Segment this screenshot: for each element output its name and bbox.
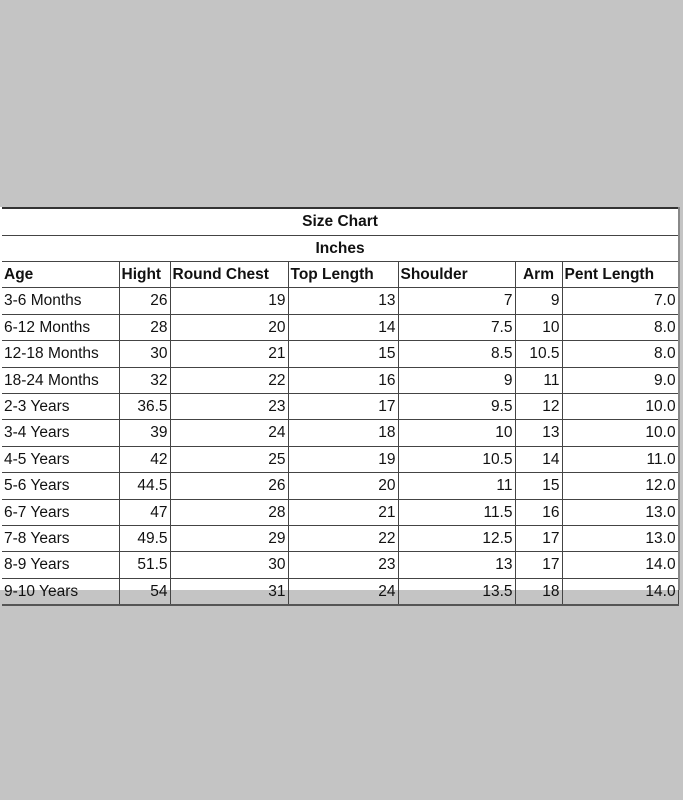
table-row: [2, 526, 678, 552]
cell-pent-length: 14.0: [562, 578, 678, 605]
cell-top-length: 20: [288, 473, 398, 499]
cell-pent-length: 13.0: [562, 499, 678, 525]
cell-pent-length: 11.0: [562, 446, 678, 472]
title-row: [2, 208, 678, 235]
cell-arm: 14: [515, 446, 562, 472]
header-pent-length: Pent Length: [562, 262, 678, 288]
cell-round-chest: 20: [170, 314, 288, 340]
table-row: [2, 552, 678, 578]
cell-age: 9-10 Years: [2, 578, 119, 605]
cell-age: 6-7 Years: [2, 499, 119, 525]
cell-round-chest: 25: [170, 446, 288, 472]
cell-shoulder: 11.5: [398, 499, 515, 525]
cell-top-length: 19: [288, 446, 398, 472]
cell-pent-length: 14.0: [562, 552, 678, 578]
cell-arm: 17: [515, 526, 562, 552]
cell-shoulder: 9.5: [398, 394, 515, 420]
cell-top-length: 16: [288, 367, 398, 393]
cell-shoulder: 13: [398, 552, 515, 578]
cell-top-length: 24: [288, 578, 398, 605]
cell-top-length: 22: [288, 526, 398, 552]
header-arm: Arm: [515, 262, 562, 288]
header-age: Age: [2, 262, 119, 288]
size-chart-table: [2, 207, 679, 606]
cell-shoulder: 10: [398, 420, 515, 446]
header-round-chest: Round Chest: [170, 262, 288, 288]
table-row: [2, 420, 678, 446]
cell-hight: 54: [119, 578, 170, 605]
cell-hight: 51.5: [119, 552, 170, 578]
cell-hight: 44.5: [119, 473, 170, 499]
table-row: [2, 314, 678, 340]
cell-round-chest: 29: [170, 526, 288, 552]
cell-age: 7-8 Years: [2, 526, 119, 552]
cell-hight: 42: [119, 446, 170, 472]
cell-top-length: 13: [288, 288, 398, 314]
unit-label: Inches: [2, 235, 678, 262]
cell-hight: 47: [119, 499, 170, 525]
cell-age: 4-5 Years: [2, 446, 119, 472]
cell-round-chest: 31: [170, 578, 288, 605]
cell-round-chest: 24: [170, 420, 288, 446]
cell-round-chest: 22: [170, 367, 288, 393]
column-header-row: [2, 262, 678, 288]
cell-hight: 26: [119, 288, 170, 314]
cell-arm: 16: [515, 499, 562, 525]
cell-pent-length: 13.0: [562, 526, 678, 552]
size-rows: [2, 288, 678, 605]
cell-arm: 11: [515, 367, 562, 393]
cell-hight: 32: [119, 367, 170, 393]
table-row: [2, 499, 678, 525]
cell-pent-length: 9.0: [562, 367, 678, 393]
cell-age: 18-24 Months: [2, 367, 119, 393]
cell-round-chest: 19: [170, 288, 288, 314]
cell-arm: 17: [515, 552, 562, 578]
cell-pent-length: 7.0: [562, 288, 678, 314]
table-row: [2, 288, 678, 314]
cell-shoulder: 9: [398, 367, 515, 393]
cell-pent-length: 12.0: [562, 473, 678, 499]
cell-pent-length: 10.0: [562, 394, 678, 420]
table-row: [2, 341, 678, 367]
cell-hight: 39: [119, 420, 170, 446]
cell-top-length: 14: [288, 314, 398, 340]
cell-round-chest: 28: [170, 499, 288, 525]
cell-shoulder: 11: [398, 473, 515, 499]
cell-age: 3-6 Months: [2, 288, 119, 314]
chart-title: Size Chart: [2, 208, 678, 235]
header-top-length: Top Length: [288, 262, 398, 288]
cell-age: 5-6 Years: [2, 473, 119, 499]
cell-shoulder: 7.5: [398, 314, 515, 340]
cell-arm: 10: [515, 314, 562, 340]
cell-hight: 49.5: [119, 526, 170, 552]
cell-age: 8-9 Years: [2, 552, 119, 578]
cell-round-chest: 30: [170, 552, 288, 578]
cell-top-length: 18: [288, 420, 398, 446]
cell-arm: 9: [515, 288, 562, 314]
cell-round-chest: 23: [170, 394, 288, 420]
cell-hight: 30: [119, 341, 170, 367]
cell-shoulder: 10.5: [398, 446, 515, 472]
cell-pent-length: 8.0: [562, 341, 678, 367]
cell-age: 12-18 Months: [2, 341, 119, 367]
cell-pent-length: 8.0: [562, 314, 678, 340]
cell-arm: 12: [515, 394, 562, 420]
cell-round-chest: 21: [170, 341, 288, 367]
cell-hight: 28: [119, 314, 170, 340]
table-row: [2, 394, 678, 420]
cell-pent-length: 10.0: [562, 420, 678, 446]
size-chart-sheet: [0, 207, 680, 600]
cell-top-length: 23: [288, 552, 398, 578]
table-row: [2, 367, 678, 393]
right-border: [678, 207, 680, 590]
cell-age: 2-3 Years: [2, 394, 119, 420]
cell-round-chest: 26: [170, 473, 288, 499]
cell-hight: 36.5: [119, 394, 170, 420]
cell-top-length: 17: [288, 394, 398, 420]
cell-age: 6-12 Months: [2, 314, 119, 340]
cell-shoulder: 8.5: [398, 341, 515, 367]
cell-top-length: 21: [288, 499, 398, 525]
cell-shoulder: 7: [398, 288, 515, 314]
cell-top-length: 15: [288, 341, 398, 367]
table-row: [2, 473, 678, 499]
cell-age: 3-4 Years: [2, 420, 119, 446]
cell-arm: 13: [515, 420, 562, 446]
cell-arm: 18: [515, 578, 562, 605]
header-shoulder: Shoulder: [398, 262, 515, 288]
cell-arm: 15: [515, 473, 562, 499]
cell-arm: 10.5: [515, 341, 562, 367]
unit-row: [2, 235, 678, 262]
header-hight: Hight: [119, 262, 170, 288]
cell-shoulder: 12.5: [398, 526, 515, 552]
table-row: [2, 446, 678, 472]
table-row: [2, 578, 678, 605]
cell-shoulder: 13.5: [398, 578, 515, 605]
